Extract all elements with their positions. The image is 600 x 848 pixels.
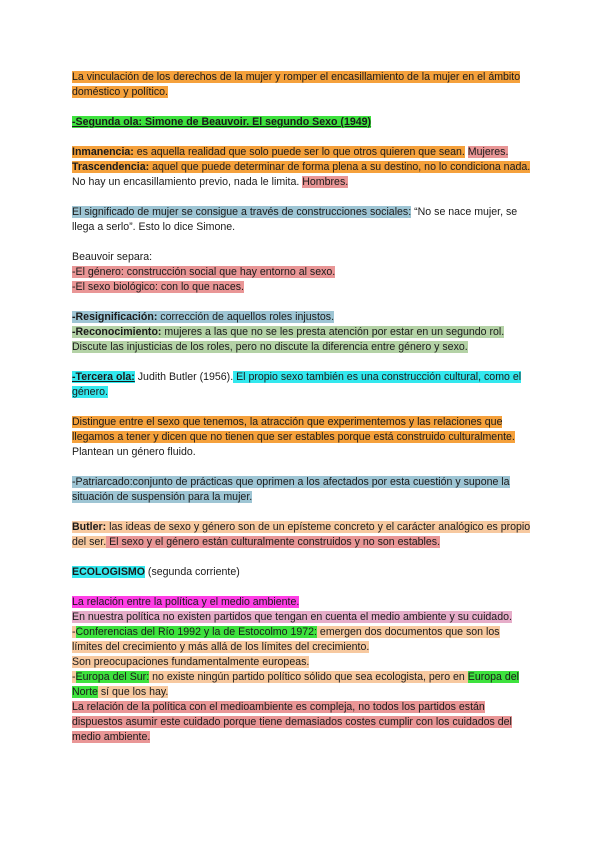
term-sexo-biologico: -El sexo biológico: [72,281,158,293]
beauvoir-separa-intro: Beauvoir separa: [72,251,153,263]
europa-sur-text: no existe ningún partido político sólido que sea ecologista, pero en [149,671,465,683]
discute-injusticias: Discute las injusticias de los roles, pero no discute la diferencia entre género y sexo. [72,341,468,353]
trascendencia-note: No hay un encasillamiento previo, nada le limita. [72,176,300,188]
heading-segunda-ola [72,115,532,130]
patriarcado-definition: conjunto de prácticas que oprimen a los afectados por esta cuestión y supone la situación de suspensión para la mujer. [72,476,510,503]
term-resignificacion: -Resignificación: [72,311,158,323]
conferencias-text: emergen dos documentos que son los límites del crecimiento y más allá de los límites del crecimiento. [72,626,500,653]
highlight-vinculacion: La vinculación de los derechos de la mujer y romper el encasillamiento de la mujer en el ámbito doméstico y político. [72,71,521,98]
butler-episteme: las ideas de sexo y género son de un epísteme concreto y el carácter analógico es propio del ser. [72,521,531,548]
paragraph-vinculacion [72,70,532,100]
paragraph-tercera-ola [72,370,532,400]
term-ecologismo: ECOLOGISMO [72,566,145,578]
genero-definition: construcción social que hay entorno al sexo. [123,266,336,278]
ecologismo-subtitle: (segunda corriente) [144,566,240,578]
paragraph-beauvoir-separa [72,250,532,295]
inmanencia-definition: es aquella realidad que solo puede ser lo que otros quieren que sean. [133,146,465,158]
highlight-sexo-construccion: El propio sexo también es una construcción cultural, como el género. [72,371,522,398]
highlight-relacion-compleja: La relación de la política con el medioambiente es compleja, no todos los partidos están dispuestos asumir este cuidado porque tiene demasiados costes cumplir con los cuidados del medio ambiente. [72,701,512,743]
term-genero: -El género: [72,266,124,278]
highlight-sin-partidos: En nuestra política no existen partidos que tengan en cuenta el medio ambiente y su cuidado. [72,611,512,623]
term-europa-norte: Europa del Norte [72,671,520,698]
sexo-biologico-definition: con lo que naces. [157,281,244,293]
highlight-construcciones-sociales: El significado de mujer se consigue a través de construcciones sociales: [72,206,412,218]
europa-norte-text: sí que los hay. [97,686,169,698]
cita-simone: “No se nace mujer, se llega a serlo”. Esto lo dice Simone. [72,206,518,233]
paragraph-significado-mujer [72,205,532,235]
paragraph-patriarcado [72,475,532,505]
paragraph-resignificacion [72,310,532,355]
genero-fluido: Plantean un género fluido. [72,446,196,458]
resignificacion-definition: corrección de aquellos roles injustos. [157,311,335,323]
heading-ecologismo [72,565,532,580]
highlight-culturalmente-construidos: El sexo y el género están culturalmente construidos y no son estables. [106,536,441,548]
term-tercera-ola: -Tercera ola: [72,371,135,383]
preocupaciones-europeas: Son preocupaciones fundamentalmente europeas. [72,656,310,668]
paragraph-distingue [72,415,532,460]
term-europa-sur: Europa del Sur: [75,671,150,683]
document-page [72,70,532,745]
tercera-ola-author: Judith Butler (1956). [134,371,234,383]
term-inmanencia: Inmanencia: [72,146,134,158]
term-patriarcado: -Patriarcado: [72,476,133,488]
term-butler: Butler: [72,521,107,533]
term-reconocimiento: -Reconocimiento: [72,326,162,338]
trascendencia-definition: aquel que puede determinar de forma plena a su destino, no lo condiciona nada. [149,161,531,173]
paragraph-butler [72,520,532,550]
reconocimiento-definition: mujeres a las que no se les presta atención por estar en un segundo rol. [161,326,505,338]
highlight-distingue: Distingue entre el sexo que tenemos, la atracción que experimentemos y las relaciones que llegamos a tener y dicen que no tienen que ser estables porque está construido culturalmente. [72,416,515,443]
trascendencia-hombres: Hombres. [302,176,349,188]
paragraph-ecologismo: La relación entre la política y el medio ambiente. En nuestra política no existen partidos que tengan en cuenta el medio ambiente y su cuidado. -Conferencias del Río 1992 y la de Estocolmo 1972: emergen dos documentos que son los límites del crecimiento y más allá de los límites del crecimiento. Son preocupaciones fundamentalmente europeas. -Europa del Sur: no existe ningún partido político sólido que sea ecologista, pero en Europa del Norte sí que los hay. La relación de la política con el medioambiente es compleja, no todos los partidos están dispuestos asumir este cuidado porque tiene demasiados costes cumplir con los cuidados del medio ambiente. [72,596,520,743]
term-trascendencia: Trascendencia: [72,161,150,173]
paragraph-inmanencia-trascendencia [72,145,532,190]
highlight-politica-medio-ambiente: La relación entre la política y el medio ambiente. [72,596,300,608]
inmanencia-mujeres: Mujeres. [467,146,509,158]
term-conferencias: Conferencias del Río 1992 y la de Estocolmo 1972: [75,626,317,638]
segunda-ola-title: -Segunda ola: Simone de Beauvoir. El segundo Sexo (1949) [72,116,372,128]
